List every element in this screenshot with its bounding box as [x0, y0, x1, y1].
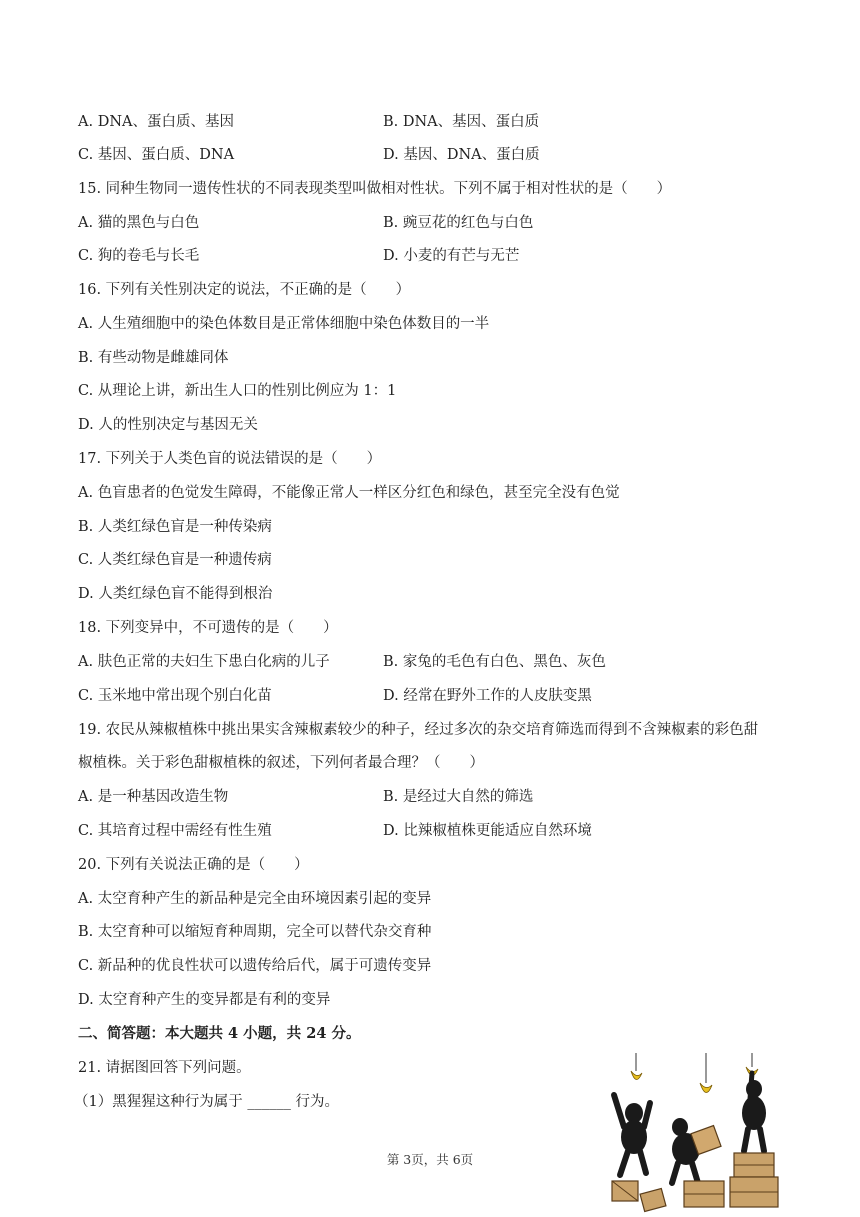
q15-stem: 15. 同种生物同一遗传性状的不同表现类型叫做相对性状。下列不属于相对性状的是（ ） — [78, 181, 672, 197]
q14-option-a: A. DNA、蛋白质、基因 — [78, 114, 234, 130]
q20-stem: 20. 下列有关说法正确的是（ ） — [78, 857, 309, 873]
q15-option-a: A. 猫的黑色与白色 — [78, 215, 200, 231]
q14-option-c: C. 基因、蛋白质、DNA — [78, 147, 235, 163]
q19-option-a: A. 是一种基因改造生物 — [78, 789, 229, 805]
q15-option-d: D. 小麦的有芒与无芒 — [383, 248, 520, 264]
q19-stem-line1: 19. 农民从辣椒植株中挑出果实含辣椒素较少的种子，经过多次的杂交培育筛选而得到不含辣椒素的彩色甜 — [78, 722, 759, 738]
q17-option-b: B. 人类红绿色盲是一种传染病 — [78, 519, 272, 535]
q16-option-b: B. 有些动物是雌雄同体 — [78, 350, 229, 366]
section-heading: 二、简答题：本大题共 4 小题，共 24 分。 — [78, 1025, 361, 1042]
q16-stem: 16. 下列有关性别决定的说法，不正确的是（ ） — [78, 282, 411, 298]
q20-option-d: D. 太空育种产生的变异都是有利的变异 — [78, 992, 331, 1008]
q18-option-c: C. 玉米地中常出现个别白化苗 — [78, 688, 272, 704]
chimpanzee-illustration-icon — [606, 1053, 786, 1213]
q15-option-c: C. 狗的卷毛与长毛 — [78, 248, 200, 264]
q17-option-a: A. 色盲患者的色觉发生障碍，不能像正常人一样区分红色和绿色，甚至完全没有色觉 — [78, 485, 620, 501]
page-footer: 第 3页，共 6页 — [386, 1152, 474, 1167]
q21-subquestion-1: （1）黑猩猩这种行为属于 ______ 行为。 — [74, 1094, 339, 1110]
q16-option-d: D. 人的性别决定与基因无关 — [78, 417, 258, 433]
q19-option-b: B. 是经过大自然的筛选 — [383, 789, 534, 805]
q21-stem: 21. 请据图回答下列问题。 — [78, 1060, 251, 1076]
q17-stem: 17. 下列关于人类色盲的说法错误的是（ ） — [78, 451, 382, 467]
q18-stem: 18. 下列变异中，不可遗传的是（ ） — [78, 620, 338, 636]
q20-option-a: A. 太空育种产生的新品种是完全由环境因素引起的变异 — [78, 891, 432, 907]
q19-option-c: C. 其培育过程中需经有性生殖 — [78, 823, 272, 839]
q14-option-d: D. 基因、DNA、蛋白质 — [383, 147, 540, 163]
q17-option-d: D. 人类红绿色盲不能得到根治 — [78, 586, 273, 602]
q20-option-c: C. 新品种的优良性状可以遗传给后代，属于可遗传变异 — [78, 958, 432, 974]
q15-option-b: B. 豌豆花的红色与白色 — [383, 215, 534, 231]
q18-option-b: B. 家兔的毛色有白色、黑色、灰色 — [383, 654, 606, 670]
q16-option-a: A. 人生殖细胞中的染色体数目是正常体细胞中染色体数目的一半 — [78, 316, 490, 332]
q20-option-b: B. 太空育种可以缩短育种周期，完全可以替代杂交育种 — [78, 924, 432, 940]
q14-option-b: B. DNA、基因、蛋白质 — [383, 114, 540, 130]
q17-option-c: C. 人类红绿色盲是一种遗传病 — [78, 552, 272, 568]
q18-option-a: A. 肤色正常的夫妇生下患白化病的儿子 — [78, 654, 330, 670]
q19-option-d: D. 比辣椒植株更能适应自然环境 — [383, 823, 592, 839]
q18-option-d: D. 经常在野外工作的人皮肤变黑 — [383, 688, 592, 704]
q16-option-c: C. 从理论上讲，新出生人口的性别比例应为 1：1 — [78, 383, 397, 399]
q19-stem-line2: 椒植株。关于彩色甜椒植株的叙述，下列何者最合理？（ ） — [78, 755, 484, 771]
